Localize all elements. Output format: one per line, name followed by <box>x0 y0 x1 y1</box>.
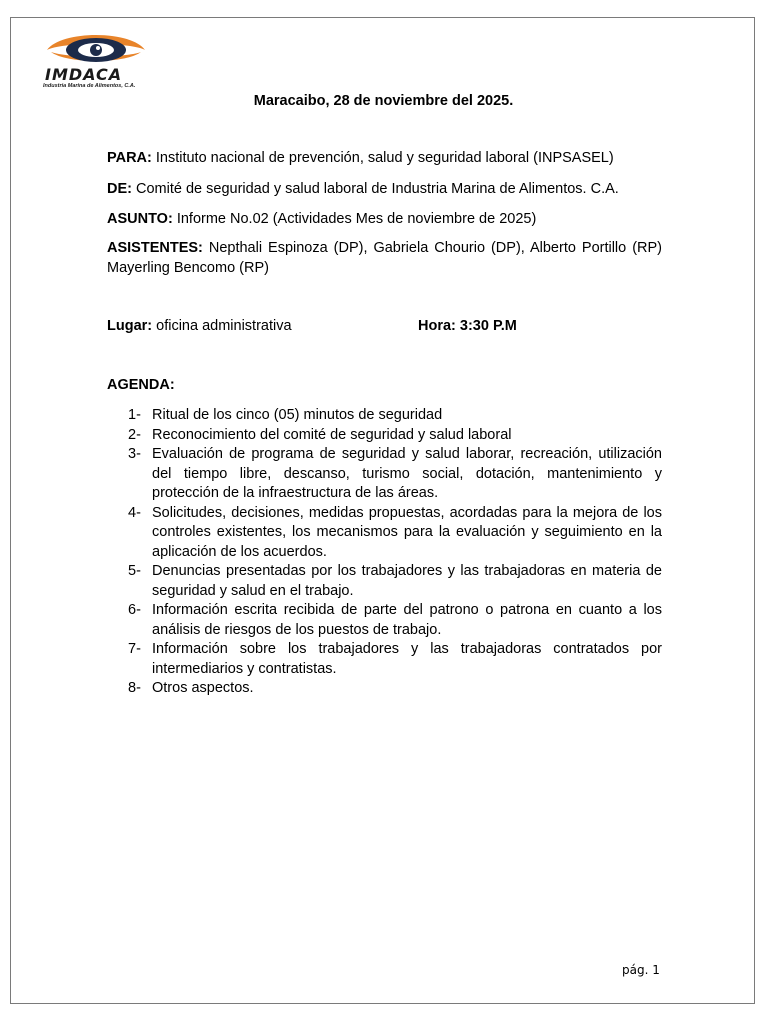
agenda-item <box>128 679 662 699</box>
agenda-item-number: 3- <box>128 446 141 462</box>
de-label: DE: <box>107 181 132 197</box>
agenda-item <box>128 601 662 640</box>
company-logo <box>41 28 161 90</box>
asistentes-line <box>107 239 662 278</box>
de-line <box>107 180 662 200</box>
agenda-item <box>128 504 662 563</box>
agenda-item <box>128 562 662 601</box>
agenda-item-number: 4- <box>128 504 141 521</box>
agenda-item <box>128 426 662 446</box>
para-line <box>107 149 662 169</box>
agenda-item-number: 1- <box>128 407 141 423</box>
page-number: pág. 1 <box>622 963 660 977</box>
agenda-item-number: 6- <box>128 602 141 618</box>
asunto-line <box>107 210 662 230</box>
date-line: Maracaibo, 28 de noviembre del 2025. <box>253 93 514 109</box>
agenda-item-text: Ritual de los cinco (05) minutos de seguridad <box>152 407 443 423</box>
agenda-item-number: 8- <box>128 680 141 696</box>
agenda-item-number: 7- <box>128 641 141 657</box>
lugar-label: Lugar: <box>107 318 153 334</box>
asunto-value: Informe No.02 (Actividades Mes de noviembre de 2025) <box>172 211 537 227</box>
lugar-value: oficina administrativa <box>152 318 292 334</box>
agenda-item-text: Solicitudes, decisiones, medidas propuestas, acordadas para la mejora de los controles existentes, los mecanismos para la evaluación y seguimiento en la aplicación de los acuerdos. <box>152 504 662 560</box>
agenda-item-text: Otros aspectos. <box>152 680 254 696</box>
agenda-item-text: Denuncias presentadas por los trabajadores y las trabajadoras en materia de seguridad y salud en el trabajo. <box>152 563 662 599</box>
agenda-item-text: Evaluación de programa de seguridad y salud laborar, recreación, utilización del tiempo libre, descanso, turismo social, dotación, mantenimiento y protección de la infraestructura de las áreas. <box>152 446 662 501</box>
agenda-item-text: Información escrita recibida de parte del patrono o patrona en cuanto a los análisis de riesgos de los puestos de trabajo. <box>152 602 662 638</box>
lugar-line <box>107 318 292 334</box>
agenda-item-text: Reconocimiento del comité de seguridad y salud laboral <box>152 426 512 443</box>
agenda-item-text: Información sobre los trabajadores y las trabajadoras contratados por intermediarios y contratistas. <box>152 641 662 677</box>
document-page <box>10 17 755 1004</box>
para-label: PARA: <box>107 150 152 166</box>
agenda-item <box>128 445 662 504</box>
agenda-item <box>128 406 662 426</box>
agenda-list <box>128 406 662 699</box>
asunto-label: ASUNTO: <box>107 211 173 227</box>
agenda-item <box>128 640 662 679</box>
logo-subtitle: Industria Marina de Alimentos, C.A. <box>43 83 136 89</box>
logo-emblem-icon <box>41 28 151 68</box>
para-value: Instituto nacional de prevención, salud y seguridad laboral (INPSASEL) <box>151 150 614 166</box>
asistentes-label: ASISTENTES: <box>107 240 203 256</box>
agenda-item-number: 5- <box>128 563 141 579</box>
asistentes-value: Nepthali Espinoza (DP), Gabriela Chourio (DP), Alberto Portillo (RP) Mayerling Bencomo (RP) <box>107 240 662 276</box>
hora-line: Hora: 3:30 P.M <box>418 318 517 334</box>
agenda-item-number: 2- <box>128 426 141 443</box>
de-value: Comité de seguridad y salud laboral de Industria Marina de Alimentos. C.A. <box>131 181 619 197</box>
agenda-title: AGENDA: <box>107 377 175 393</box>
logo-wordmark: IMDACA <box>45 65 123 84</box>
